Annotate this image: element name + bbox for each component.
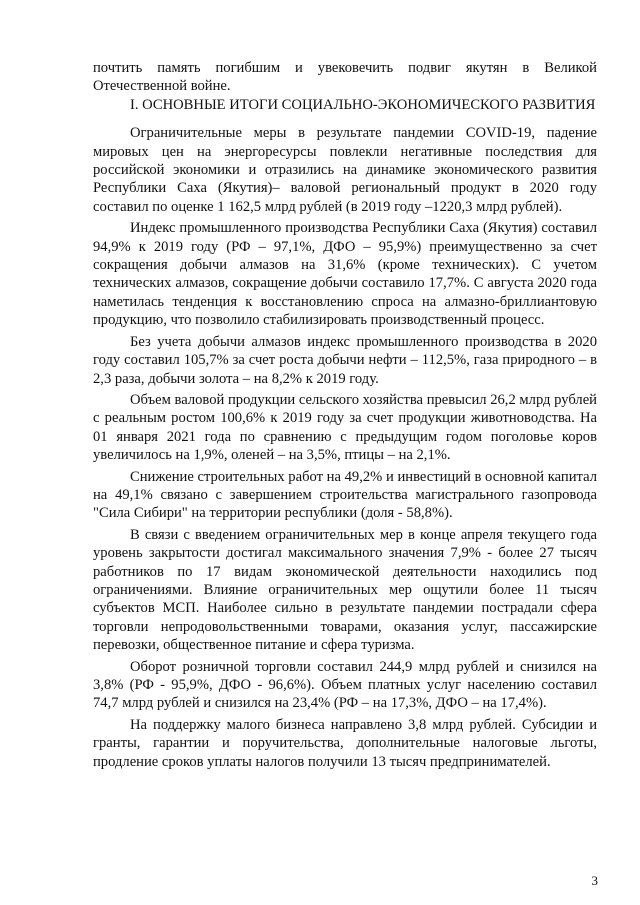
paragraph-continuation: почтить память погибшим и увековечить подвиг якутян в Великой Отечественной войне. [93, 60, 597, 95]
page-content [93, 59, 597, 771]
paragraph-retail: Оборот розничной торговли составил 244,9 млрд рублей и снизился на 3,8% (РФ - 95,9%, ДФО - 96,6%). Объем платных услуг населению составил 74,7 млрд рублей и снизился на 23,4% (РФ – на 17,3%, ДФО – на 17,4%). [93, 658, 597, 712]
paragraph-industrial-index: Индекс промышленного производства Республики Саха (Якутия) составил 94,9% к 2019 году (РФ – 97,1%, ДФО – 95,9%) преимущественно за счет сокращения добычи алмазов на 31,6% (кроме технических). С учетом технических алмазов, сокращение добычи составило 17,7%. С августа 2020 года наметилась тенденция к восстановлению спроса на алмазно-бриллиантовую продукцию, что позволило стабилизировать производственный процесс. [93, 220, 597, 329]
paragraph-agriculture: Объем валовой продукции сельского хозяйства превысил 26,2 млрд рублей с реальным ростом 100,6% к 2019 году за счет продукции животноводства. На 01 января 2021 года по сравнению с предыдущим годом поголовье коров увеличилось на 1,9%, оленей – на 3,5%, птицы – на 2,1%. [93, 391, 597, 464]
paragraph-excluding-diamonds: Без учета добычи алмазов индекс промышленного производства в 2020 году составил 105,7% за счет роста добычи нефти – 112,5%, газа природного – в 2,3 раза, добычи золота – на 8,2% к 2019 году. [93, 333, 597, 387]
paragraph-construction: Снижение строительных работ на 49,2% и инвестиций в основной капитал на 49,1% связано с завершением строительства магистрального газопровода "Сила Сибири" на территории республики (доля - 58,8%). [93, 468, 597, 522]
section-heading: I. ОСНОВНЫЕ ИТОГИ СОЦИАЛЬНО-ЭКОНОМИЧЕСКОГО РАЗВИТИЯ [130, 96, 596, 113]
page-number: 3 [591, 873, 598, 888]
paragraph-restrictions: В связи с введением ограничительных мер в конце апреля текущего года уровень закрытости достигал максимального значения 7,9% - более 27 тысяч работников по 17 видам экономической деятельности находились под ограничениями. Влияние ограничительных мер ощутили более 11 тысяч субъектов МСП. Наиболее сильно в результате пандемии пострадали сфера торговли непродовольственными товарами, оказания услуг, пассажирские перевозки, общественное питание и сфера туризма. [93, 526, 597, 654]
paragraph-pandemic-impact: Ограничительные меры в результате пандемии COVID-19, падение мировых цен на энергоресурсы повлекли негативные последствия для российской экономики и отразились на динамике экономического развития Республики Саха (Якутия)– валовой региональный продукт в 2020 году составил по оценке 1 162,5 млрд рублей (в 2019 году –1220,3 млрд рублей). [93, 125, 597, 215]
paragraph-small-business: На поддержку малого бизнеса направлено 3,8 млрд рублей. Субсидии и гранты, гарантии и поручительства, дополнительные налоговые льготы, продление сроков уплаты налогов получили 13 тысяч предпринимателей. [93, 716, 597, 770]
